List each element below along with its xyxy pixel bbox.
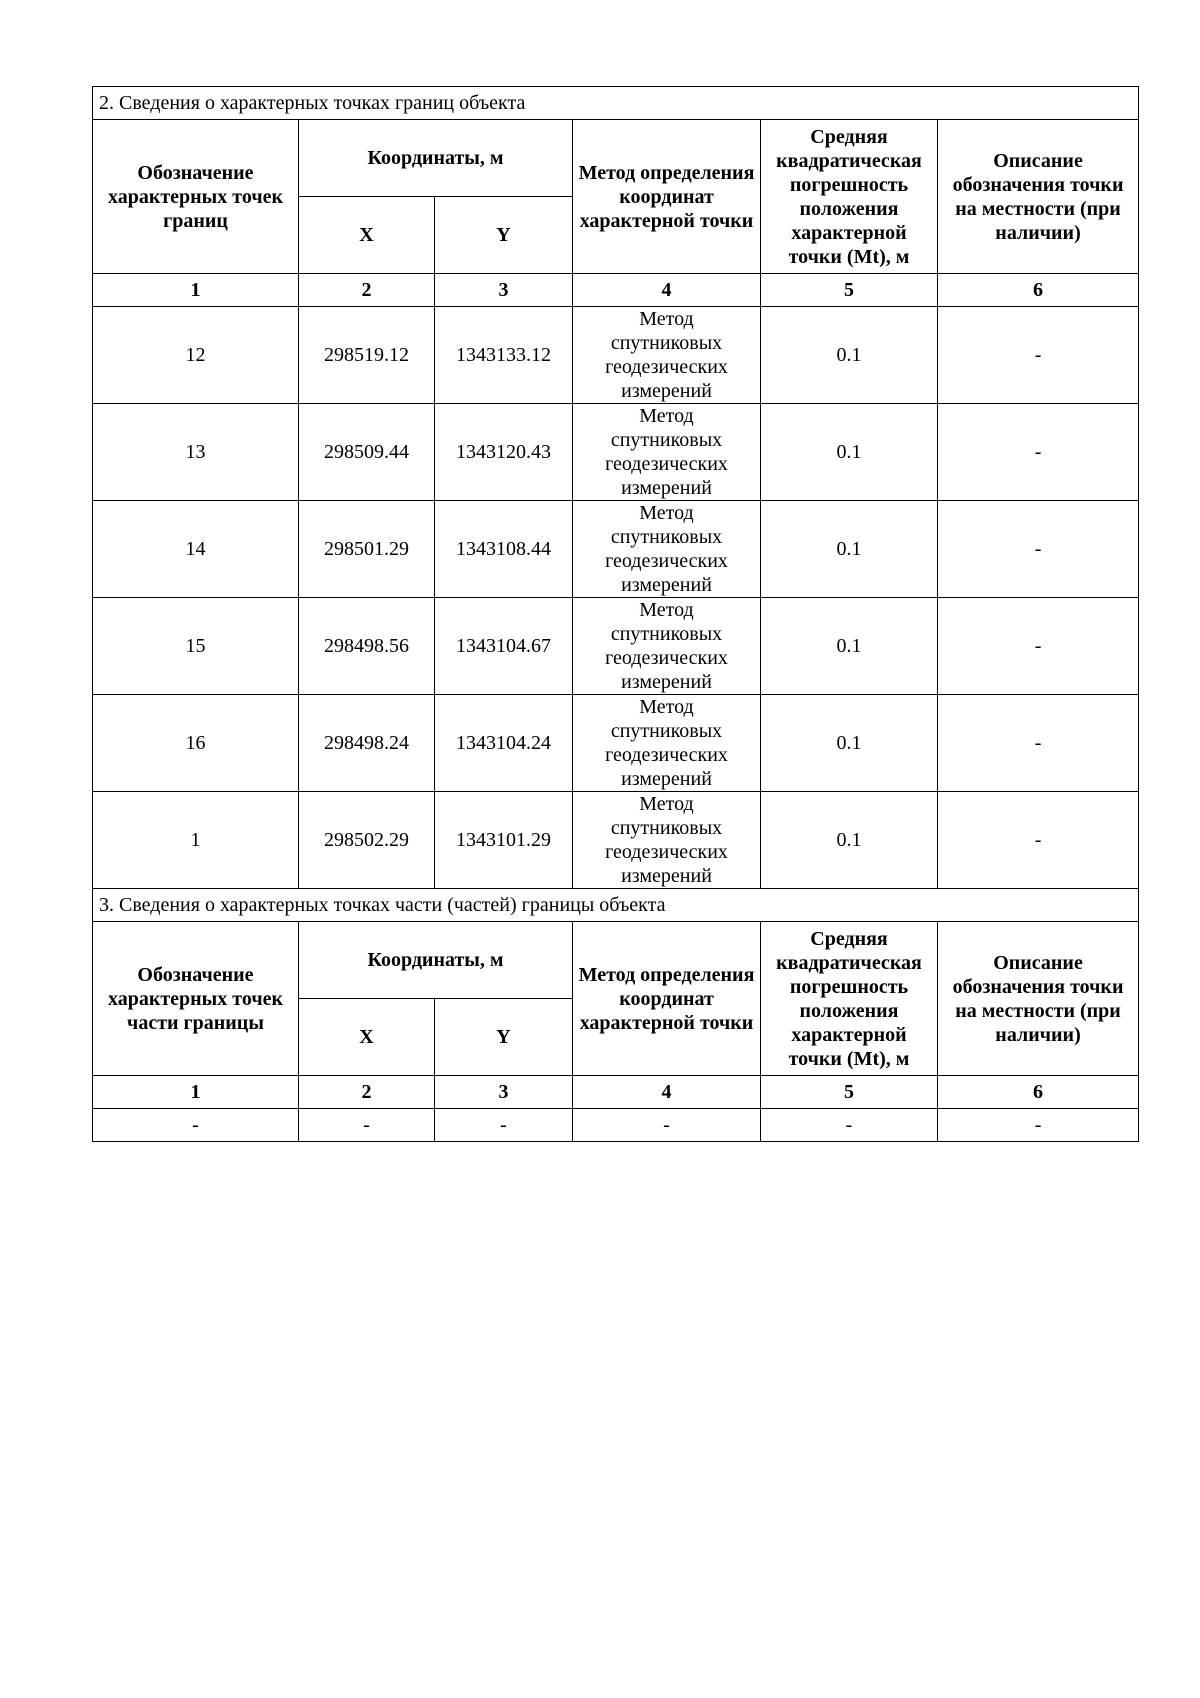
cell-method	[573, 501, 761, 598]
cell-method	[573, 598, 761, 695]
table-row	[93, 695, 1139, 792]
coordinates-table	[92, 86, 1139, 1142]
section-title: 2. Сведения о характерных точках границ объекта	[93, 87, 1139, 120]
header-y: Y	[435, 197, 573, 274]
cell-description: -	[938, 1109, 1139, 1142]
method-line: измерений	[621, 671, 712, 693]
method-line: спутниковых	[610, 332, 723, 354]
cell-error: 0.1	[761, 695, 938, 792]
cell-description: -	[938, 598, 1139, 695]
column-number: 1	[93, 274, 299, 307]
column-number: 4	[573, 274, 761, 307]
header-point-description: Описание обозначения точки на местности (при наличии)	[938, 922, 1139, 1076]
method-line: Метод	[639, 696, 694, 718]
header-mean-square-error: Средняя квадратическая погрешность положения характерной точки (Mt), м	[761, 922, 938, 1076]
cell-point: 12	[93, 307, 299, 404]
section2-column-numbers-row	[93, 274, 1139, 307]
method-line: Метод	[639, 502, 694, 524]
method-line: геодезических	[605, 550, 728, 572]
method-line: геодезических	[605, 744, 728, 766]
column-number: 5	[761, 1076, 938, 1109]
cell-x: -	[299, 1109, 435, 1142]
cell-description: -	[938, 501, 1139, 598]
cell-point: 14	[93, 501, 299, 598]
cell-point: 1	[93, 792, 299, 889]
table-row	[93, 307, 1139, 404]
cell-x: 298498.24	[299, 695, 435, 792]
cell-y: 1343108.44	[435, 501, 573, 598]
method-line: спутниковых	[610, 817, 723, 839]
column-number: 5	[761, 274, 938, 307]
section3-header-row	[93, 922, 1139, 999]
cell-point: 15	[93, 598, 299, 695]
document-sheet	[92, 86, 1138, 1142]
section3-title-row	[93, 889, 1139, 922]
method-line: измерений	[621, 865, 712, 887]
method-line: спутниковых	[610, 429, 723, 451]
section-title: 3. Сведения о характерных точках части (частей) границы объекта	[93, 889, 1139, 922]
cell-point: 16	[93, 695, 299, 792]
cell-description: -	[938, 307, 1139, 404]
cell-description: -	[938, 792, 1139, 889]
method-line: геодезических	[605, 356, 728, 378]
method-line: геодезических	[605, 453, 728, 475]
header-x: X	[299, 999, 435, 1076]
column-number: 2	[299, 1076, 435, 1109]
section3-column-numbers-row	[93, 1076, 1139, 1109]
method-line: измерений	[621, 768, 712, 790]
method-line: Метод	[639, 405, 694, 427]
header-coordinates: Координаты, м	[299, 922, 573, 999]
cell-error: 0.1	[761, 307, 938, 404]
cell-error: 0.1	[761, 404, 938, 501]
cell-x: 298501.29	[299, 501, 435, 598]
cell-description: -	[938, 404, 1139, 501]
header-point-designation: Обозначение характерных точек границ	[93, 120, 299, 274]
cell-x: 298519.12	[299, 307, 435, 404]
table-row	[93, 404, 1139, 501]
header-method: Метод определения координат характерной точки	[573, 922, 761, 1076]
section2-title-row	[93, 87, 1139, 120]
column-number: 3	[435, 1076, 573, 1109]
table-row	[93, 1109, 1139, 1142]
method-line: измерений	[621, 380, 712, 402]
column-number: 1	[93, 1076, 299, 1109]
cell-y: 1343133.12	[435, 307, 573, 404]
cell-method	[573, 695, 761, 792]
cell-error: 0.1	[761, 792, 938, 889]
column-number: 3	[435, 274, 573, 307]
cell-method	[573, 404, 761, 501]
cell-error: 0.1	[761, 598, 938, 695]
column-number: 6	[938, 1076, 1139, 1109]
cell-point: -	[93, 1109, 299, 1142]
cell-x: 298509.44	[299, 404, 435, 501]
method-line: геодезических	[605, 647, 728, 669]
header-point-description: Описание обозначения точки на местности (при наличии)	[938, 120, 1139, 274]
cell-x: 298498.56	[299, 598, 435, 695]
column-number: 2	[299, 274, 435, 307]
header-coordinates: Координаты, м	[299, 120, 573, 197]
column-number: 6	[938, 274, 1139, 307]
cell-y: 1343101.29	[435, 792, 573, 889]
cell-y: 1343120.43	[435, 404, 573, 501]
cell-method: -	[573, 1109, 761, 1142]
header-point-designation: Обозначение характерных точек части границы	[93, 922, 299, 1076]
cell-y: 1343104.67	[435, 598, 573, 695]
method-line: спутниковых	[610, 623, 723, 645]
header-mean-square-error: Средняя квадратическая погрешность положения характерной точки (Mt), м	[761, 120, 938, 274]
cell-y: 1343104.24	[435, 695, 573, 792]
cell-description: -	[938, 695, 1139, 792]
method-line: спутниковых	[610, 720, 723, 742]
method-line: измерений	[621, 477, 712, 499]
cell-x: 298502.29	[299, 792, 435, 889]
method-line: спутниковых	[610, 526, 723, 548]
table-row	[93, 792, 1139, 889]
table-row	[93, 501, 1139, 598]
method-line: Метод	[639, 793, 694, 815]
header-y: Y	[435, 999, 573, 1076]
cell-y: -	[435, 1109, 573, 1142]
coordinates-table-body	[93, 87, 1139, 1142]
cell-method	[573, 792, 761, 889]
cell-method	[573, 307, 761, 404]
method-line: Метод	[639, 599, 694, 621]
method-line: геодезических	[605, 841, 728, 863]
section2-header-row	[93, 120, 1139, 197]
cell-error: 0.1	[761, 501, 938, 598]
table-row	[93, 598, 1139, 695]
cell-point: 13	[93, 404, 299, 501]
cell-error: -	[761, 1109, 938, 1142]
header-x: X	[299, 197, 435, 274]
method-line: измерений	[621, 574, 712, 596]
header-method: Метод определения координат характерной точки	[573, 120, 761, 274]
column-number: 4	[573, 1076, 761, 1109]
method-line: Метод	[639, 308, 694, 330]
